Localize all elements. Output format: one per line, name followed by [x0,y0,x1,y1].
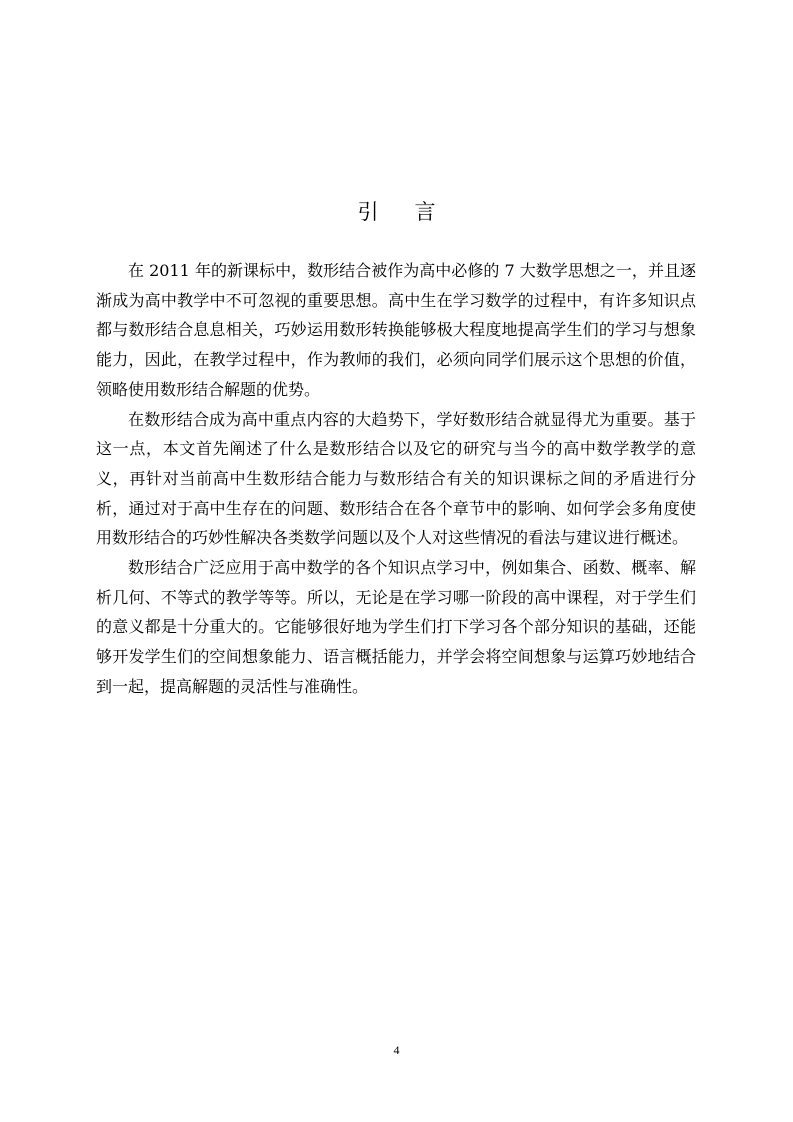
body-text [96,256,696,702]
page-number: 4 [393,1043,400,1057]
paragraph-3: 数形结合广泛应用于高中数学的各个知识点学习中，例如集合、函数、概率、解析几何、不等式的教学等等。所以，无论是在学习哪一阶段的高中课程，对于学生们的意义都是十分重大的。它能够很好地为学生们打下学习各个部分知识的基础，还能够开发学生们的空间想象能力、语言概括能力，并学会将空间想象与运算巧妙地结合到一起，提高解题的灵活性与准确性。 [96,558,696,696]
section-heading: 引言 [357,200,472,224]
paragraph-2: 在数形结合成为高中重点内容的大趋势下，学好数形结合就显得尤为重要。基于这一点，本文首先阐述了什么是数形结合以及它的研究与当今的高中数学教学的意义，再针对当前高中生数形结合能力与数形结合有关的知识课标之间的矛盾进行分析，通过对于高中生存在的问题、数形结合在各个章节中的影响、如何学会多角度使用数形结合的巧妙性解决各类数学问题以及个人对这些情况的看法与建议进行概述。 [96,409,696,548]
paragraph-1: 在 2011 年的新课标中，数形结合被作为高中必修的 7 大数学思想之一，并且逐渐成为高中教学中不可忽视的重要思想。高中生在学习数学的过程中，有许多知识点都与数形结合息息相关，巧妙运用数形转换能够极大程度地提高学生们的学习与想象能力，因此，在教学过程中，作为教师的我们，必须向同学们展示这个思想的价值，领略使用数形结合解题的优势。 [96,261,696,399]
